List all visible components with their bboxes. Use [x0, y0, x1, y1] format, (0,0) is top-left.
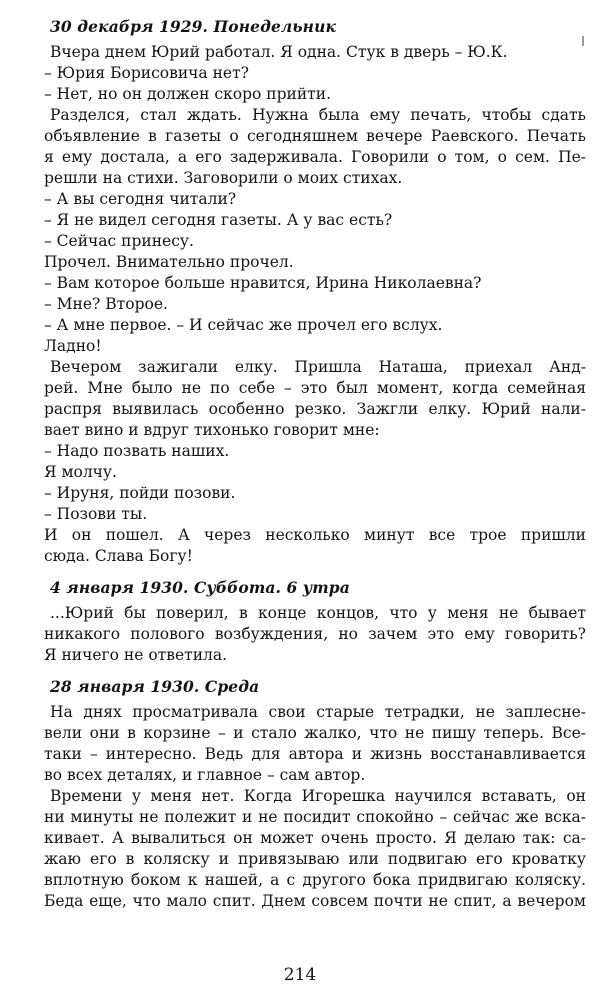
entry-heading: 4 января 1930. Суббота. 6 утра [50, 578, 350, 597]
text-line: Я молчу. [44, 463, 117, 481]
diary-entry [44, 577, 586, 666]
text-line: – Я не видел сегодня газеты. А у вас есть? [44, 211, 393, 229]
text-line: – А мне первое. – И сейчас же прочел его вслух. [44, 316, 443, 334]
text-line: Вечером зажигали елку. Пришла Наташа, приехал Анд- [50, 358, 586, 376]
text-line: На днях просматривала свои старые тетрадки, не заплесне- [50, 703, 586, 721]
text-line: вает вино и вдруг тихонько говорит мне: [44, 421, 380, 439]
text-line: – А вы сегодня читали? [44, 190, 237, 208]
page-text [44, 16, 586, 912]
text-line: – Позови ты. [44, 505, 148, 523]
scan-edge-mark [582, 36, 584, 46]
text-line: никакого полового возбуждения, но зачем это ему говорить? [44, 625, 586, 643]
section-gap [44, 567, 586, 573]
text-line: ...Юрий бы поверил, в конце концов, что у меня не бывает [50, 604, 586, 622]
text-line: решли на стихи. Заговорили о моих стихах. [44, 169, 403, 187]
entry-heading: 30 декабря 1929. Понедельник [50, 17, 337, 36]
diary-entry [44, 16, 586, 567]
text-line: Времени у меня нет. Когда Игорешка научился вставать, он [50, 787, 586, 805]
text-line: Вчера днем Юрий работал. Я одна. Стук в дверь – Ю.К. [50, 43, 508, 61]
text-line: Разделся, стал ждать. Нужна была ему печать, чтобы сдать [50, 106, 586, 124]
text-line: вели они в корзине – и стало жалко, что не пишу теперь. Все- [44, 724, 586, 742]
entry-heading: 28 января 1930. Среда [50, 677, 260, 696]
text-line: распря выявилась особенно резко. Зажгли елку. Юрий нали- [44, 400, 586, 418]
text-line: – Мне? Второе. [44, 295, 168, 313]
text-line: – Юрия Борисовича нет? [44, 64, 249, 82]
text-line: И он пошел. А через несколько минут все трое пришли [44, 526, 586, 544]
section-gap [44, 666, 586, 672]
text-line: жаю его в коляску и привязываю или подвигаю его кроватку [44, 850, 586, 868]
text-line: Прочел. Внимательно прочел. [44, 253, 294, 271]
text-line: вплотную боком к нашей, а с другого бока придвигаю коляску. [44, 871, 586, 889]
text-line: – Вам которое больше нравится, Ирина Николаевна? [44, 274, 482, 292]
text-line: – Нет, но он должен скоро прийти. [44, 85, 332, 103]
text-line: ни минуты не полежит и не посидит спокойно – сейчас же вска- [44, 808, 586, 826]
text-line: Беда еще, что мало спит. Днем совсем почти не спит, а вечером [44, 892, 586, 910]
text-line: – Сейчас принесу. [44, 232, 194, 250]
diary-entry [44, 676, 586, 912]
text-line: сюда. Слава Богу! [44, 547, 193, 565]
page-number: 214 [283, 965, 317, 985]
text-line: – Надо позвать наших. [44, 442, 230, 460]
text-line: я ему достала, а его задерживала. Говорили о том, о сем. Пе- [44, 148, 586, 166]
text-line: – Ируня, пойди позови. [44, 484, 236, 502]
text-line: кивает. А вывалиться он может очень просто. Я делаю так: са- [44, 829, 586, 847]
text-line: Ладно! [44, 337, 102, 355]
text-line: рей. Мне было не по себе – это был момент, когда семейная [44, 379, 586, 397]
text-line: объявление в газеты о сегодняшнем вечере Раевского. Печать [44, 127, 586, 145]
text-line: таки – интересно. Ведь для автора и жизнь восстанавливается [44, 745, 586, 763]
text-line: Я ничего не ответила. [44, 646, 228, 664]
text-line: во всех деталях, и главное – сам автор. [44, 766, 366, 784]
